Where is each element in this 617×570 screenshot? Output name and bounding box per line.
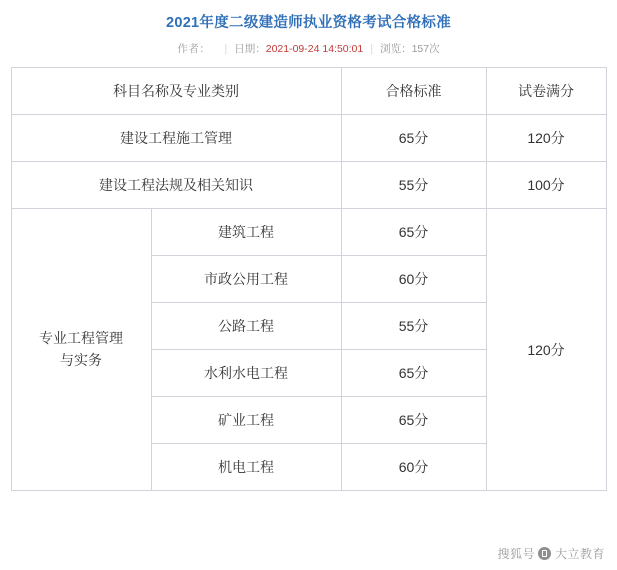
table-header-row [11, 68, 606, 115]
meta-divider-2: | [370, 42, 374, 55]
view-count: 浏览：157次 [380, 43, 440, 55]
subject-name: 建设工程法规及相关知识 [11, 162, 341, 209]
watermark-name: 大立教育 [554, 547, 605, 561]
article-meta [0, 41, 617, 67]
specialty-name: 建筑工程 [151, 209, 341, 256]
group-full-score: 120分 [486, 209, 606, 491]
group-label-line2: 与实务 [60, 351, 102, 368]
publish-date [234, 41, 363, 56]
specialty-pass-score: 65分 [341, 350, 486, 397]
specialty-name: 机电工程 [151, 444, 341, 491]
pass-standard-table [11, 67, 607, 491]
group-label-line1: 专业工程管理 [39, 329, 123, 346]
date-label: 日期： [234, 43, 266, 55]
specialty-pass-score: 55分 [341, 303, 486, 350]
table-row [11, 209, 606, 256]
watermark [497, 545, 605, 562]
table-row [11, 115, 606, 162]
subject-full-score: 100分 [486, 162, 606, 209]
page-title: 2021年度二级建造师执业资格考试合格标准 [165, 15, 452, 31]
subject-name: 建设工程施工管理 [11, 115, 341, 162]
author-label: 作者： [177, 43, 211, 55]
specialty-pass-score: 60分 [341, 444, 486, 491]
specialty-pass-score: 65分 [341, 397, 486, 444]
table-row [11, 162, 606, 209]
group-label [11, 209, 151, 491]
specialty-pass-score: 65分 [341, 209, 486, 256]
header-pass-score: 合格标准 [341, 68, 486, 115]
date-value: 2021-09-24 14:50:01 [265, 43, 364, 55]
header-subject: 科目名称及专业类别 [11, 68, 341, 115]
subject-pass-score: 65分 [341, 115, 486, 162]
specialty-name: 公路工程 [151, 303, 341, 350]
specialty-name: 矿业工程 [151, 397, 341, 444]
meta-divider-1: | [224, 42, 228, 55]
specialty-name: 水利水电工程 [151, 350, 341, 397]
specialty-pass-score: 60分 [341, 256, 486, 303]
header-full-score: 试卷满分 [486, 68, 606, 115]
subject-pass-score: 55分 [341, 162, 486, 209]
subject-full-score: 120分 [486, 115, 606, 162]
specialty-name: 市政公用工程 [151, 256, 341, 303]
sohu-logo-icon [538, 547, 551, 560]
watermark-prefix: 搜狐号 [497, 547, 535, 561]
